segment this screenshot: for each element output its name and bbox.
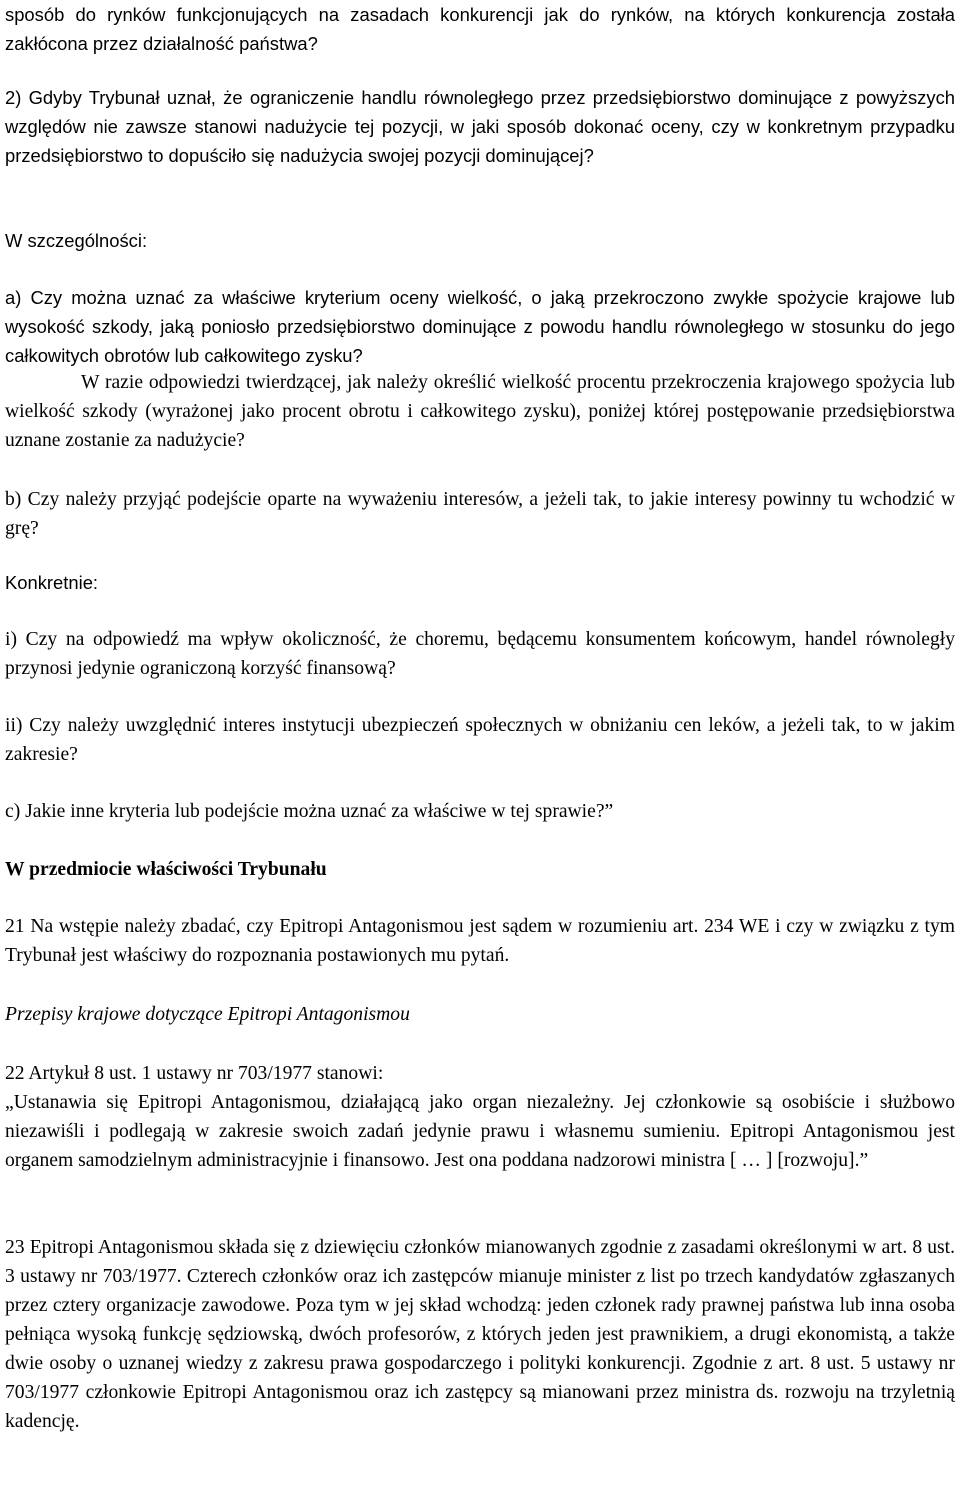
section-heading-przepisy: Przepisy krajowe dotyczące Epitropi Antagonismou <box>5 1004 410 1025</box>
paragraph-23: 23 Epitropi Antagonismou składa się z dziewięciu członków mianowanych zgodnie z zasadami określonymi w art. 8 ust. 3 ustawy nr 703/1977. Czterech członków oraz ich zastępców mianuje minister z list po trzech kandydatów zgłaszanych przez cztery organizacje zawodowe. Poza tym w jej skład wchodzą: jeden członek rady prawnej państwa lub inna osoba pełniąca wysoką funkcję sędziowską, dwóch profesorów, z których jeden jest prawnikiem, a drugi ekonomistą, a także dwie osoby o uznanej wiedzy z zakresu prawa gospodarczego i polityki konkurencji. Zgodnie z art. 8 ust. 5 ustawy nr 703/1977 członkowie Epitropi Antagonismou oraz ich zastępcy są mianowani przez ministra ds. rozwoju na trzyletnią kadencję. <box>5 1237 955 1432</box>
paragraph-question-ii: ii) Czy należy uwzględnić interes instytucji ubezpieczeń społecznych w obniżaniu cen leków, a jeżeli tak, to w jakim zakresie? <box>5 715 955 765</box>
paragraph-question-c: c) Jakie inne kryteria lub podejście można uznać za właściwe w tej sprawie?” <box>5 801 614 822</box>
paragraph-21: 21 Na wstępie należy zbadać, czy Epitropi Antagonismou jest sądem w rozumieniu art. 234 WE i czy w związku z tym Trybunał jest właściwy do rozpoznania postawionych mu pytań. <box>5 916 955 966</box>
paragraph-w-szczegolnosci: W szczególności: <box>5 230 148 251</box>
section-heading-wlasciwosc: W przedmiocie właściwości Trybunału <box>5 859 327 880</box>
paragraph-22-quote: „Ustanawia się Epitropi Antagonismou, działającą jako organ niezależny. Jej członkowie są osobiście i służbowo niezawiśli i podlegają w zakresie swoich zadań jedynie prawu i własnemu sumieniu. Epitropi Antagonismou jest organem samodzielnym administracyjnie i finansowo. Jest ona poddana nadzorowi ministra [ … ] [rozwoju].” <box>5 1092 955 1171</box>
paragraph-question-a-part2: W razie odpowiedzi twierdzącej, jak należy określić wielkość procentu przekroczenia krajowego spożycia lub wielkość szkody (wyrażonej jako procent obrotu i całkowitego zysku), poniżej której postępowanie przedsiębiorstwa uznane zostanie za nadużycie? <box>5 372 955 451</box>
paragraph-question-b: b) Czy należy przyjąć podejście oparte na wyważeniu interesów, a jeżeli tak, to jakie interesy powinny tu wchodzić w grę? <box>5 489 955 539</box>
paragraph-question-a-part1: a) Czy można uznać za właściwe kryterium oceny wielkość, o jaką przekroczono zwykłe spożycie krajowe lub wysokość szkody, jaką poniosło przedsiębiorstwo dominujące z powodu handlu równoległego w stosunku do jego całkowitych obrotów lub całkowitego zysku? <box>5 287 955 366</box>
paragraph-intro: sposób do rynków funkcjonujących na zasadach konkurencji jak do rynków, na których konkurencja została zakłócona przez działalność państwa? <box>5 4 955 54</box>
paragraph-question-2: 2) Gdyby Trybunał uznał, że ograniczenie handlu równoległego przez przedsiębiorstwo dominujące z powyższych względów nie zawsze stanowi nadużycie tej pozycji, w jaki sposób dokonać oceny, czy w konkretnym przypadku przedsiębiorstwo to dopuściło się nadużycia swojej pozycji dominującej? <box>5 87 955 166</box>
paragraph-question-i: i) Czy na odpowiedź ma wpływ okoliczność, że choremu, będącemu konsumentem końcowym, handel równoległy przynosi jedynie ograniczoną korzyść finansową? <box>5 629 955 679</box>
paragraph-konkretnie: Konkretnie: <box>5 572 99 593</box>
paragraph-22: 22 Artykuł 8 ust. 1 ustawy nr 703/1977 stanowi: <box>5 1063 384 1084</box>
